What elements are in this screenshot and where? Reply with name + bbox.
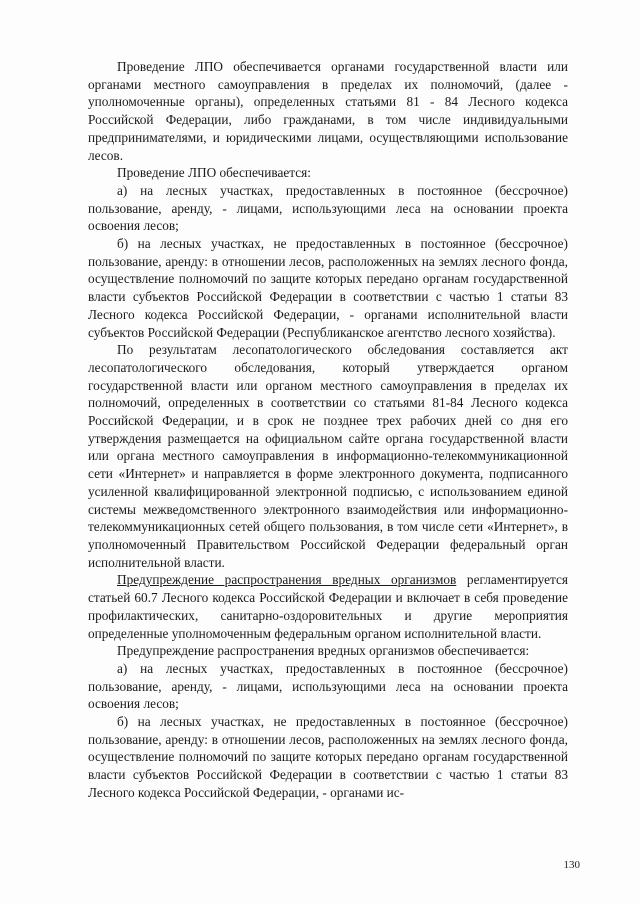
page-number: 130 — [563, 859, 580, 872]
paragraph-warning-item-a: а) на лесных участках, предоставленных в постоянное (бессрочное) пользование, аренду, - лицами, использующими леса на основании проекта освоения лесов; — [88, 660, 568, 712]
warning-regulation-text: регламентируется статьей 60.7 Лесного кодекса Российской Федерации и включает в себя проведение профилактических, санитарно-оздоровительных и другие мероприятия определенные уполномоченным федеральным органом исполнительной власти. — [88, 572, 568, 641]
paragraph-lpo-provided-by: Проведение ЛПО обеспечивается: — [117, 165, 311, 181]
paragraph-lpo-item-b: б) на лесных участках, не предоставленных в постоянное (бессрочное) пользование, аренду: в отношении лесов, расположенных на землях лесного фонда, осуществление полномочий по защите которых передано органам государственной власти субъектов Российской Федерации в соответствии с частью 1 статьи 83 Лесного кодекса Российской Федерации, - органами исполнительной власти субъектов Российской Федерации (Республиканское агентство лесного хозяйства). — [88, 236, 568, 340]
paragraph-warning-item-b: б) на лесных участках, не предоставленных в постоянное (бессрочное) пользование, аренду: в отношении лесов, расположенных на землях лесного фонда, осуществление полномочий по защите которых передано органам государственной власти субъектов Российской Федерации в соответствии с частью 1 статьи 83 Лесного кодекса Российской Федерации, - органами ис- — [88, 714, 568, 800]
paragraph-lpo-item-a: а) на лесных участках, предоставленных в постоянное (бессрочное) пользование, аренду, - лицами, использующими леса на основании проекта освоения лесов; — [88, 182, 568, 234]
underlined-term: Предупреждение распространения вредных организмов — [117, 572, 457, 588]
paragraph-lpo-responsibility: Проведение ЛПО обеспечивается органами государственной власти или органами местного самоуправления в пределах их полномочий, (далее - уполномоченные органы), определенных статьями 81 - 84 Лесного кодекса Российской Федерации, либо гражданами, в том числе индивидуальными предпринимателями, и юридическими лицами, осуществляющими использование лесов. — [88, 59, 568, 163]
paragraph-survey-act: По результатам лесопатологического обследования составляется акт лесопатологического обследования, который утверждается органом государственной власти или органом местного самоуправления в пределах их полномочий, определенных в соответствии со статьями 81-84 Лесного кодекса Российской Федерации, и в срок не позднее трех рабочих дней со дня его утверждения размещается на официальном сайте органа государственной власти или органа местного самоуправления в информационно-телекоммуникационной сети «Интернет» и направляется в форме электронного документа, подписанного усиленной квалифицированной электронной подписью, с использованием единой системы межведомственного электронного взаимодействия или информационно-телекоммуникационных сетей общего пользования, в том числе сети «Интернет», в уполномоченный Правительством Российской Федерации федеральный орган исполнительной власти. — [88, 342, 568, 570]
paragraph-warning-provided-by: Предупреждение распространения вредных организмов обеспечивается: — [117, 643, 530, 659]
paragraph-warning-regulation — [88, 571, 568, 642]
